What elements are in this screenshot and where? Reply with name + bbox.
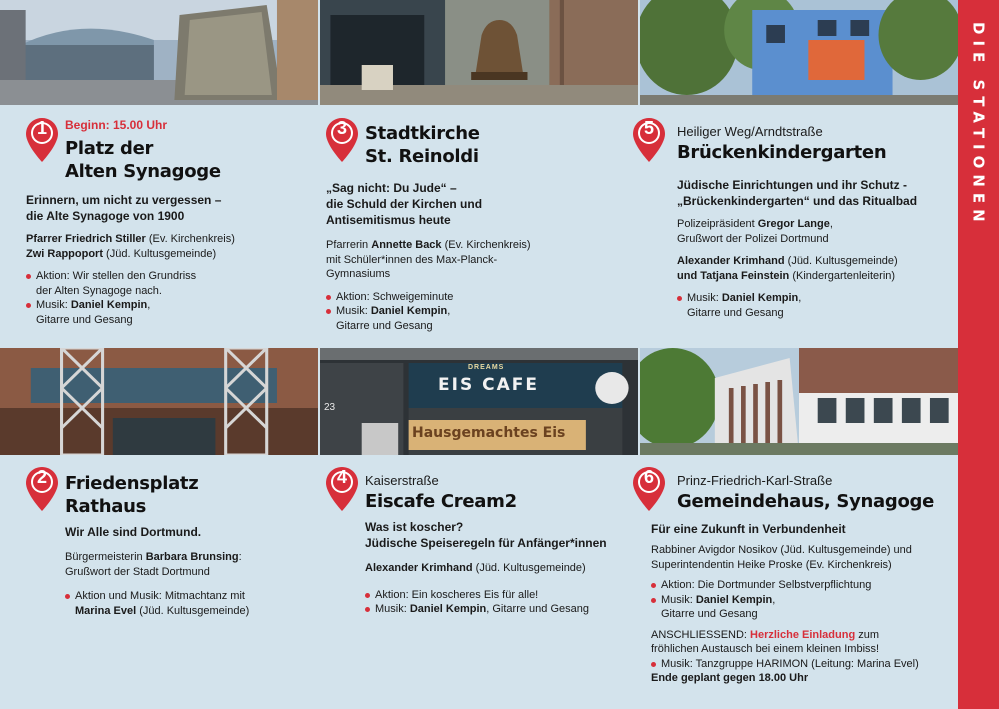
invitation-highlight: Herzliche Einladung — [750, 628, 856, 641]
speaker-line: Grußwort der Stadt Dortmund — [65, 565, 210, 578]
station-4 — [326, 467, 621, 617]
station-subtitle — [365, 519, 621, 551]
map-pin-icon — [633, 467, 665, 511]
street-number: 23 — [324, 402, 336, 413]
list-text: , — [447, 305, 451, 317]
speaker-name: Barbara Brunsing — [145, 551, 239, 563]
title-line: St. Reinoldi — [365, 146, 479, 167]
list-line: der Alten Synagoge nach. — [36, 284, 162, 297]
list-item — [326, 304, 616, 333]
list-label: Musik: — [36, 299, 71, 311]
speaker-org: (Jüd. Kultusgemeinde) — [784, 255, 898, 267]
station-title: Eiscafe Cream2 — [365, 491, 517, 512]
eiscafe-sign-text: EIS CAFE — [438, 375, 539, 395]
station-activities — [677, 291, 953, 320]
list-text: , — [772, 593, 776, 606]
after-event-note — [651, 628, 953, 686]
subtitle-line: die Alte Synagoge von 1900 — [26, 209, 185, 223]
station-activities — [651, 578, 953, 622]
subtitle-line: Jüdische Einrichtungen und ihr Schutz - — [677, 178, 908, 192]
speaker-conj: und — [677, 269, 701, 282]
photo-eiscafe — [320, 348, 640, 455]
station-speakers — [677, 217, 953, 246]
performer-name: Daniel Kempin — [695, 593, 773, 606]
performer-name: Daniel Kempin — [370, 305, 448, 317]
station-speakers — [651, 543, 953, 572]
station-subtitle — [326, 180, 616, 228]
list-label: Musik: — [687, 292, 722, 304]
station-speakers — [26, 232, 306, 261]
speaker-name: Zwi Rappoport — [26, 247, 103, 260]
list-text: , — [147, 299, 151, 311]
list-label: Musik: — [375, 603, 410, 615]
station-number: 4 — [336, 467, 347, 487]
list-text: , — [798, 292, 802, 304]
list-line: Aktion und Musik: Mitmachtanz mit — [75, 590, 245, 602]
title-line: Alten Synagoge — [65, 161, 221, 182]
performer-name: Daniel Kempin — [70, 299, 148, 311]
station-5 — [633, 118, 953, 320]
list-item: Aktion: Die Dortmunder Selbstverpflichtung — [651, 578, 953, 593]
station-1 — [26, 118, 306, 327]
station-title — [65, 472, 306, 518]
photo-reinoldi — [320, 0, 640, 105]
performer-name: Daniel Kempin — [721, 292, 799, 304]
photo-gemeindehaus — [640, 348, 958, 455]
title-line: Rathaus — [65, 496, 147, 517]
speaker-org: (Jüd. Kultusgemeinde) — [103, 247, 217, 260]
speaker-line: Grußwort der Polizei Dortmund — [677, 232, 829, 245]
title-line: Stadtkirche — [365, 123, 480, 144]
speaker-org: (Jüd. Kultusgemeinde) — [472, 562, 586, 574]
title-line: Friedensplatz — [65, 473, 199, 494]
station-title — [65, 137, 306, 183]
photo-rathaus — [0, 348, 320, 455]
subtitle-line: Antisemitismus heute — [326, 213, 451, 227]
list-item — [677, 291, 953, 320]
list-item — [365, 602, 621, 617]
after-text: zum — [855, 628, 880, 641]
speaker-org: (Ev. Kirchenkreis) — [441, 239, 531, 251]
speaker-role: Bürgermeisterin — [65, 551, 146, 563]
map-pin-icon — [26, 118, 58, 162]
list-item — [26, 298, 306, 327]
performer-name: Daniel Kempin — [409, 603, 487, 615]
top-photo-row — [0, 0, 958, 105]
station-number: 1 — [36, 118, 47, 138]
speaker-name: Alexander Krimhand — [677, 255, 785, 267]
station-2 — [26, 467, 306, 618]
list-label: Musik: — [661, 593, 696, 606]
station-subtitle — [26, 192, 306, 224]
list-item: Musik: Tanzgruppe HARIMON (Leitung: Marina Evel) — [651, 657, 953, 672]
subtitle-line: die Schuld der Kirchen und — [326, 197, 483, 211]
after-label: ANSCHLIESSEND: — [651, 628, 751, 641]
sidebar-stationen — [958, 0, 999, 709]
end-time: Ende geplant gegen 18.00 Uhr — [651, 672, 809, 684]
list-item — [651, 593, 953, 622]
station-speakers — [365, 561, 621, 576]
station-number: 6 — [643, 467, 654, 487]
list-line: Gitarre und Gesang — [687, 306, 784, 319]
speaker-org: (Ev. Kirchenkreis) — [145, 233, 235, 245]
speaker-org: , — [829, 218, 833, 230]
sidebar-label: DIE STATIONEN — [969, 22, 988, 228]
station-6 — [633, 467, 953, 686]
speaker-name: Pfarrer Friedrich Stiller — [26, 233, 146, 245]
list-item — [26, 269, 306, 298]
map-pin-icon — [326, 467, 358, 511]
map-pin-icon — [326, 118, 358, 162]
station-subtitle: Für eine Zukunft in Verbundenheit — [651, 522, 846, 536]
station-activities — [365, 588, 621, 617]
list-item: Aktion: Schweigeminute — [326, 290, 616, 305]
station-title: Gemeindehaus, Synagoge — [677, 491, 935, 512]
photo-brueckenkindergarten — [640, 0, 958, 105]
map-pin-icon — [26, 467, 58, 511]
station-activities — [326, 290, 616, 334]
station-number: 5 — [643, 118, 654, 138]
station-speakers — [326, 238, 616, 282]
station-subtitle — [677, 177, 953, 209]
speaker-name: Alexander Krimhand — [365, 562, 473, 574]
performer-name: Marina Evel — [75, 604, 137, 617]
station-street: Prinz-Friedrich-Karl-Straße — [677, 473, 833, 488]
station-subtitle: Wir Alle sind Dortmund. — [65, 525, 202, 539]
speaker-line: mit Schüler*innen des Max-Planck- — [326, 253, 498, 266]
speaker-org: (Kindergartenleiterin) — [789, 269, 896, 282]
station-activities — [65, 589, 306, 618]
subtitle-line: Erinnern, um nicht zu vergessen – — [26, 193, 222, 207]
speaker-org: : — [238, 551, 242, 563]
speaker-line: Gymnasiums — [326, 268, 391, 280]
list-text: , Gitarre und Gesang — [486, 603, 589, 615]
photo-alte-synagoge — [0, 0, 320, 105]
station-title: Brückenkindergarten — [677, 142, 887, 163]
station-activities — [26, 269, 306, 327]
subtitle-line: Jüdische Speiseregeln für Anfänger*innen — [365, 536, 607, 550]
list-item: Aktion: Ein koscheres Eis für alle! — [365, 588, 621, 603]
map-pin-icon — [633, 118, 665, 162]
subtitle-line: „Brückenkindergarten“ und das Ritualbad — [677, 194, 918, 208]
list-line: Gitarre und Gesang — [336, 319, 433, 332]
station-street: Kaiserstraße — [365, 473, 439, 488]
eiscafe-arch-text: DREAMS — [468, 364, 505, 371]
list-item — [65, 589, 306, 618]
station-start-time: Beginn: 15.00 Uhr — [65, 118, 168, 132]
speaker-name: Gregor Lange — [757, 218, 830, 230]
station-speakers-2 — [677, 254, 953, 283]
station-number: 3 — [336, 118, 347, 138]
speaker-role: Pfarrerin — [326, 239, 372, 251]
middle-photo-row — [0, 348, 958, 455]
speaker-name: Tatjana Feinstein — [700, 269, 790, 282]
list-label: Musik: — [336, 305, 371, 317]
station-3 — [326, 118, 616, 333]
speaker-name: Annette Back — [371, 239, 442, 251]
station-street: Heiliger Weg/Arndtstraße — [677, 124, 823, 139]
station-number: 2 — [36, 467, 47, 487]
speaker-line: Superintendentin Heike Proske (Ev. Kirchenkreis) — [651, 558, 892, 571]
list-line: Gitarre und Gesang — [661, 608, 758, 620]
subtitle-line: Was ist koscher? — [365, 520, 464, 534]
station-speakers — [65, 550, 306, 579]
title-line: Platz der — [65, 138, 154, 159]
list-line: Gitarre und Gesang — [36, 313, 133, 326]
list-line: Aktion: Wir stellen den Grundriss — [36, 270, 197, 282]
list-text: (Jüd. Kultusgemeinde) — [136, 604, 250, 617]
after-line: fröhlichen Austausch bei einem kleinen Imbiss! — [651, 643, 880, 655]
subtitle-line: „Sag nicht: Du Jude“ – — [326, 181, 457, 195]
speaker-line: Rabbiner Avigdor Nosikov (Jüd. Kultusgemeinde) und — [651, 544, 912, 556]
station-title — [365, 122, 616, 168]
eiscafe-banner-text: Hausgemachtes Eis — [412, 425, 566, 441]
speaker-role: Polizeipräsident — [677, 218, 758, 230]
